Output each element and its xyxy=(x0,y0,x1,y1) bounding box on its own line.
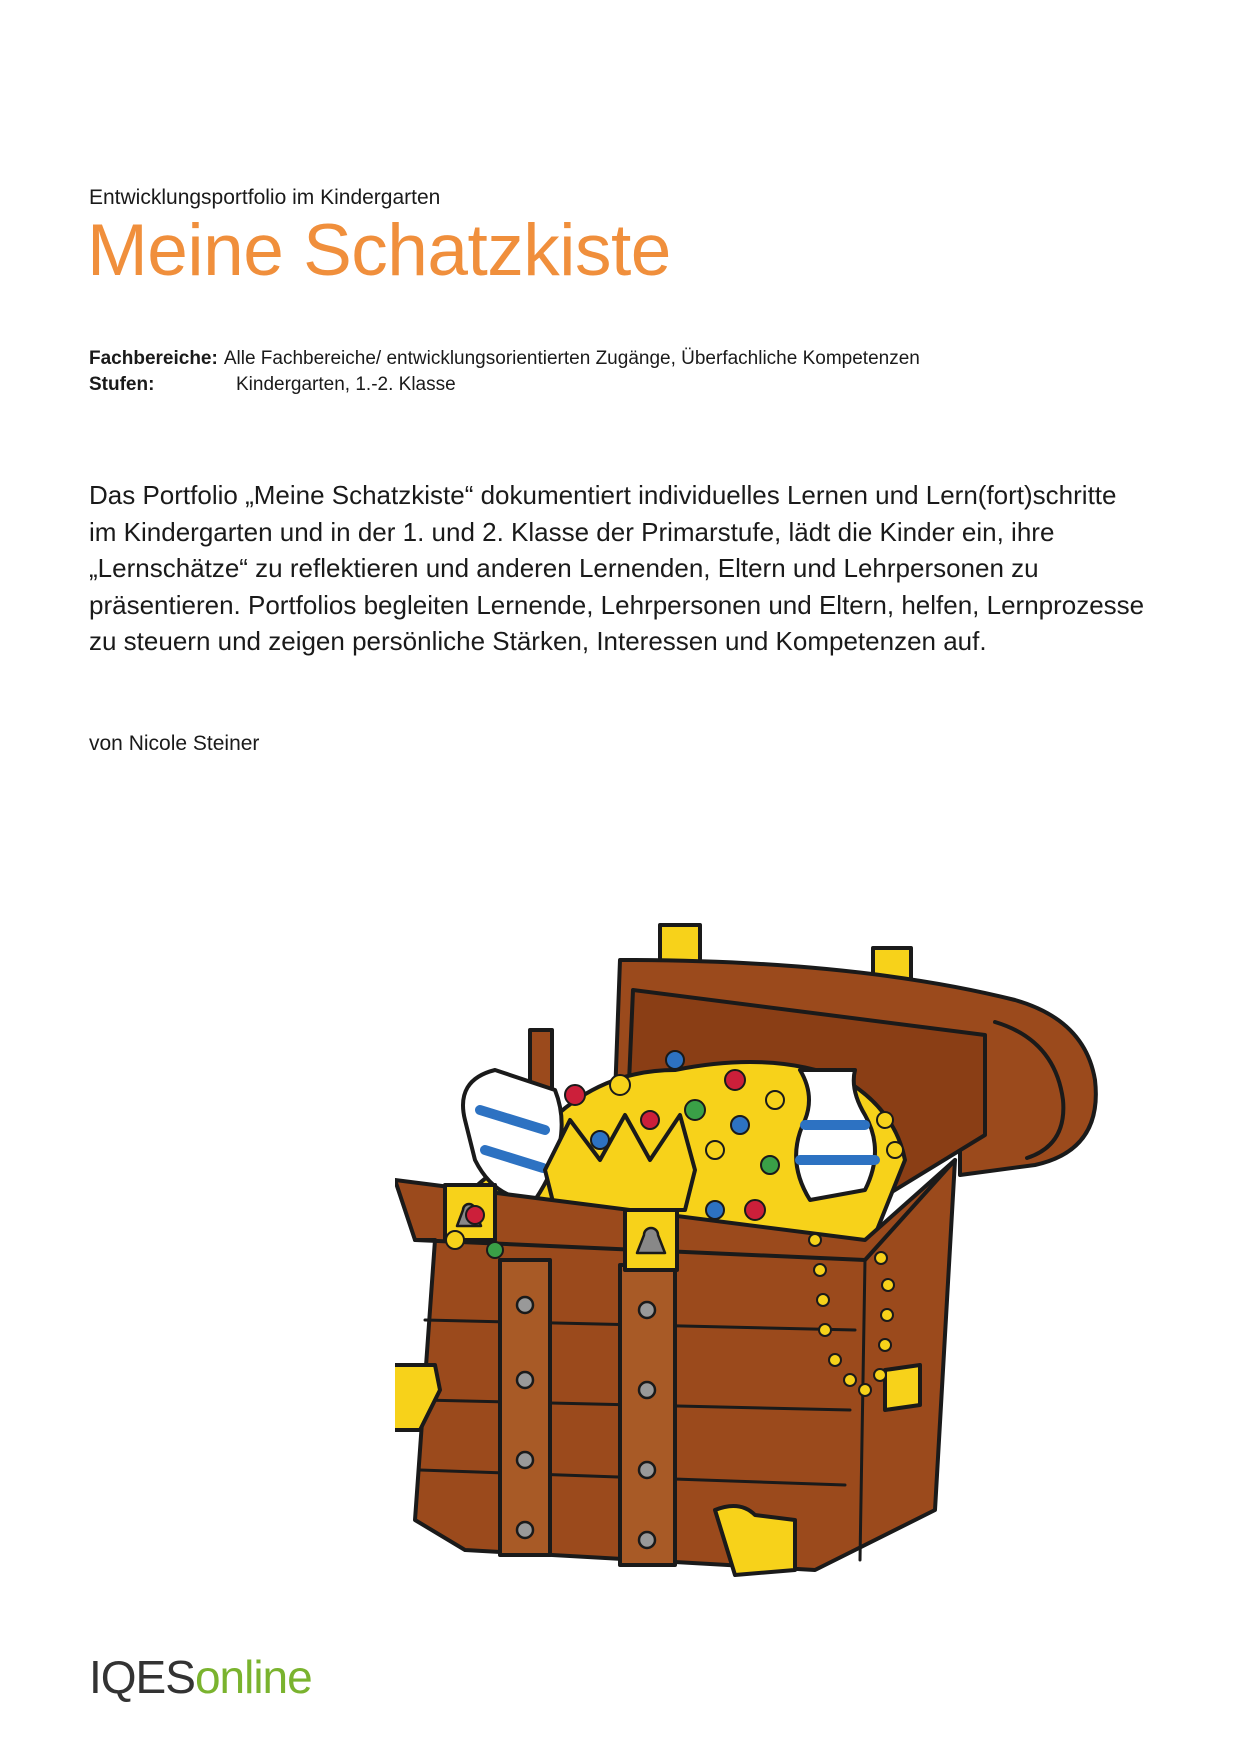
meta-row-stufen xyxy=(89,372,920,398)
author: von Nicole Steiner xyxy=(89,732,260,755)
description: Das Portfolio „Meine Schatzkiste“ dokumentiert individuelles Lernen und Lern(fort)schritte im Kindergarten und in der 1. und 2. Klasse der Primarstufe, lädt die Kinder ein, ihre „Lernschätze“ zu reflektieren und anderen Lernenden, Eltern und Lehrpersonen zu präsentieren. Portfolios begleiten Lernende, Lehrpersonen und Eltern, helfen, Lernprozesse zu steuern und zeigen persönliche Stärken, Interessen und Kompetenzen auf. xyxy=(89,480,1145,656)
treasure-chest-icon xyxy=(395,910,1175,1600)
fachbereiche-value: Alle Fachbereiche/ entwicklungsorientierten Zugänge, Überfachliche Kompetenzen xyxy=(223,348,920,369)
fachbereiche-label: Fachbereiche: xyxy=(89,348,218,369)
logo-text-online: online xyxy=(194,1651,312,1703)
page-title: Meine Schatzkiste xyxy=(87,210,671,291)
logo-text-iqes: IQES xyxy=(89,1651,195,1703)
subtitle: Entwicklungsportfolio im Kindergarten xyxy=(89,186,441,209)
iqes-online-logo xyxy=(89,1650,312,1704)
stufen-label: Stufen: xyxy=(89,374,155,395)
stufen-value: Kindergarten, 1.-2. Klasse xyxy=(236,374,456,395)
meta-row-fachbereiche xyxy=(89,346,920,372)
meta-info xyxy=(89,346,920,398)
